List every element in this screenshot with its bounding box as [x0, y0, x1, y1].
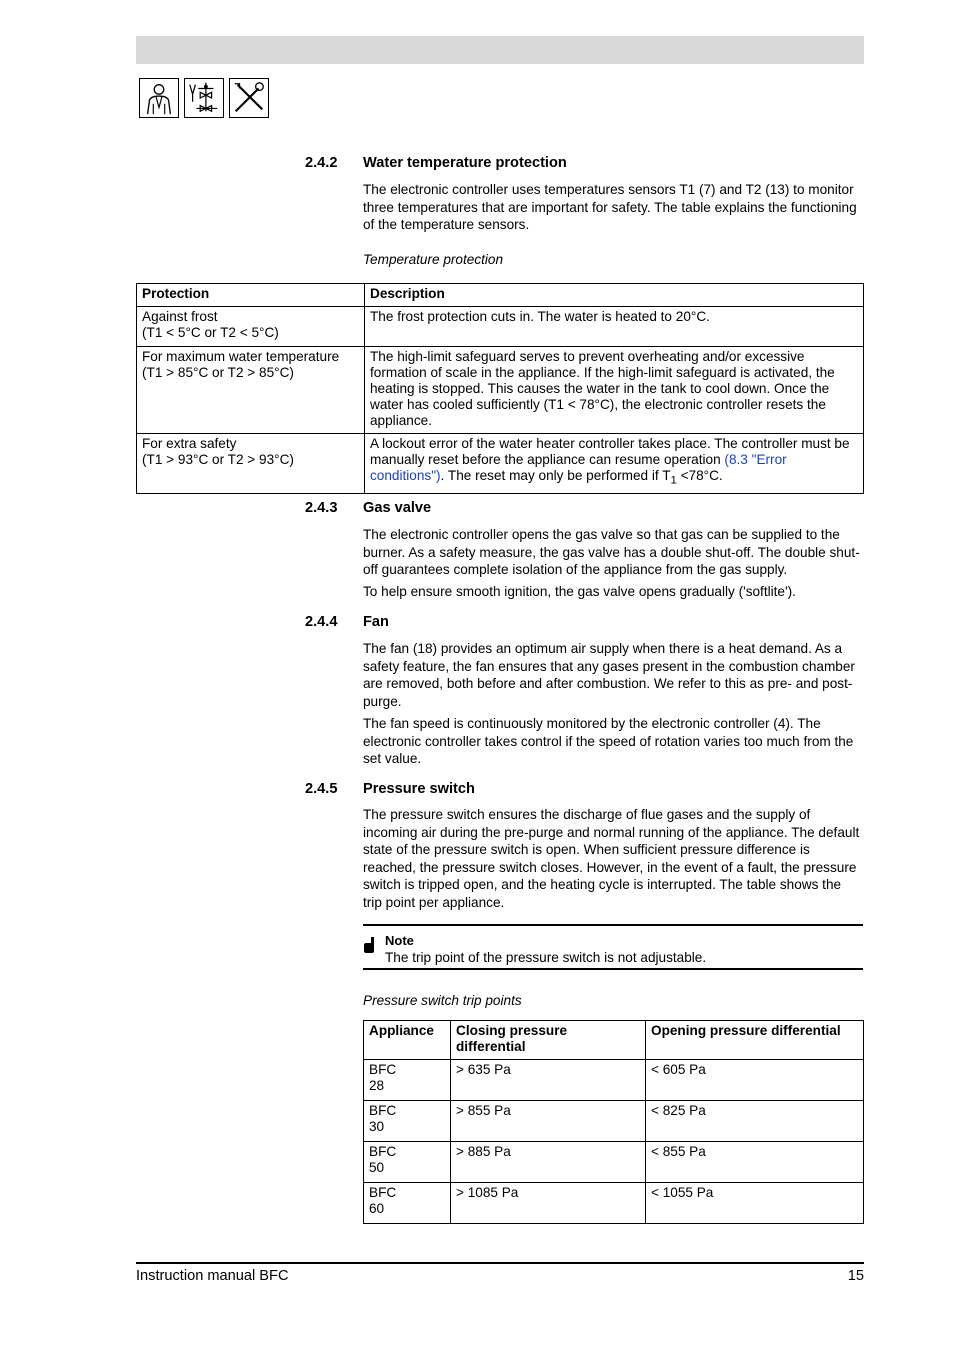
appliance-model: BFC	[369, 1103, 397, 1118]
note-text: The trip point of the pressure switch is not adjustable.	[385, 950, 707, 965]
closing-cell: > 1085 Pa	[451, 1183, 646, 1224]
protection-cell	[137, 347, 365, 434]
appliance-size: 28	[369, 1078, 385, 1093]
opening-cell: < 855 Pa	[646, 1142, 864, 1183]
table-header-row	[364, 1021, 864, 1060]
table-row	[364, 1142, 864, 1183]
opening-cell: < 1055 Pa	[646, 1183, 864, 1224]
appliance-cell	[364, 1183, 451, 1224]
description-cell: The high-limit safeguard serves to prevent overheating and/or excessive formation of scale in the appliance. If the high-limit safeguard is activated, the heating is stopped. This causes the water in the tank to cool down. Once the water has cooled sufficiently (T1 < 78°C), the electronic controller resets the appliance.	[365, 347, 864, 434]
appliance-size: 50	[369, 1160, 385, 1175]
column-header: Description	[365, 284, 864, 307]
note-title: Note	[385, 933, 414, 948]
note-box	[363, 924, 863, 970]
appliance-model: BFC	[369, 1144, 397, 1159]
section-paragraph: The fan speed is continuously monitored by the electronic controller (4). The electronic controller takes control if the speed of rotation varies too much from the set value.	[363, 716, 854, 766]
appliance-size: 60	[369, 1201, 385, 1216]
audience-icons	[139, 78, 269, 118]
description-cell: The frost protection cuts in. The water is heated to 20°C.	[365, 307, 864, 347]
temperature-protection-table	[136, 283, 864, 494]
protection-label: Against frost	[142, 309, 218, 324]
column-header: Appliance	[364, 1021, 451, 1060]
section-title: Pressure switch	[363, 781, 475, 797]
column-header: Opening pressure differential	[646, 1021, 864, 1060]
protection-condition: (T1 > 85°C or T2 > 85°C)	[142, 365, 294, 380]
pressure-switch-table	[363, 1020, 864, 1224]
section-title: Gas valve	[363, 500, 432, 516]
section-number: 2.4.3	[305, 500, 338, 516]
appliance-size: 30	[369, 1119, 385, 1134]
appliance-model: BFC	[369, 1062, 397, 1077]
column-header: Closing pressure differential	[451, 1021, 646, 1060]
opening-cell: < 605 Pa	[646, 1060, 864, 1101]
protection-cell	[137, 307, 365, 347]
table-row	[137, 347, 864, 434]
section-paragraph: The electronic controller uses temperatures sensors T1 (7) and T2 (13) to monitor three temperatures that are important for safety. The table explains the functioning of the temperature sensors.	[363, 182, 857, 232]
header-bar	[136, 36, 864, 64]
table-row	[137, 307, 864, 347]
user-icon	[139, 78, 179, 118]
appliance-model: BFC	[369, 1185, 397, 1200]
section-paragraph: The pressure switch ensures the discharge of flue gases and the supply of incoming air during the pre-purge and normal running of the appliance. The default state of the pressure switch is open. When sufficient pressure difference is reached, the pressure switch closes. However, in the event of a fault, the pressure switch is tripped open, and the heating cycle is interrupted. The table shows the trip point per appliance.	[363, 807, 860, 910]
table-caption: Temperature protection	[363, 252, 504, 267]
description-cell	[365, 434, 864, 494]
section-number: 2.4.2	[305, 155, 338, 171]
table-caption: Pressure switch trip points	[363, 993, 522, 1008]
protection-cell	[137, 434, 365, 494]
service-tools-icon	[229, 78, 269, 118]
section-paragraph: The electronic controller opens the gas valve so that gas can be supplied to the burner. As a safety measure, the gas valve has a double shut-off. The double shut-off guarantees complete isolation of the appliance from the gas supply.	[363, 527, 860, 577]
installer-valve-icon	[184, 78, 224, 118]
footer-title: Instruction manual BFC	[136, 1268, 289, 1284]
footer-divider	[136, 1262, 864, 1264]
table-row	[364, 1060, 864, 1101]
protection-label: For maximum water temperature	[142, 349, 340, 364]
error-conditions-link[interactable]: (8.3 "Error conditions")	[370, 452, 787, 483]
table-row	[137, 434, 864, 494]
section-number: 2.4.5	[305, 781, 338, 797]
column-header: Protection	[137, 284, 365, 307]
closing-cell: > 855 Pa	[451, 1101, 646, 1142]
page-number: 15	[847, 1268, 864, 1284]
closing-cell: > 885 Pa	[451, 1142, 646, 1183]
section-number: 2.4.4	[305, 614, 338, 630]
protection-condition: (T1 < 5°C or T2 < 5°C)	[142, 325, 279, 340]
closing-cell: > 635 Pa	[451, 1060, 646, 1101]
description-text: . The reset may only be performed if T	[440, 468, 671, 483]
section-title: Fan	[363, 614, 389, 630]
hand-pointer-icon	[363, 936, 377, 954]
protection-condition: (T1 > 93°C or T2 > 93°C)	[142, 452, 294, 467]
appliance-cell	[364, 1142, 451, 1183]
section-paragraph: The fan (18) provides an optimum air supply when there is a heat demand. As a safety feature, the fan ensures that any gases present in the combustion chamber are removed, both before and after combustion. We refer to this as pre- and post-purge.	[363, 641, 855, 709]
table-header-row	[137, 284, 864, 307]
appliance-cell	[364, 1101, 451, 1142]
section-title: Water temperature protection	[363, 155, 567, 171]
appliance-cell	[364, 1060, 451, 1101]
section-paragraph: To help ensure smooth ignition, the gas valve opens gradually ('softlite').	[363, 584, 796, 599]
description-text: <78°C.	[676, 468, 723, 483]
table-row	[364, 1183, 864, 1224]
opening-cell: < 825 Pa	[646, 1101, 864, 1142]
table-row	[364, 1101, 864, 1142]
subscript: 1	[670, 474, 677, 487]
protection-label: For extra safety	[142, 436, 237, 451]
description-text: A lockout error of the water heater controller takes place. The controller must be manually reset before the appliance can resume operation	[370, 436, 850, 467]
